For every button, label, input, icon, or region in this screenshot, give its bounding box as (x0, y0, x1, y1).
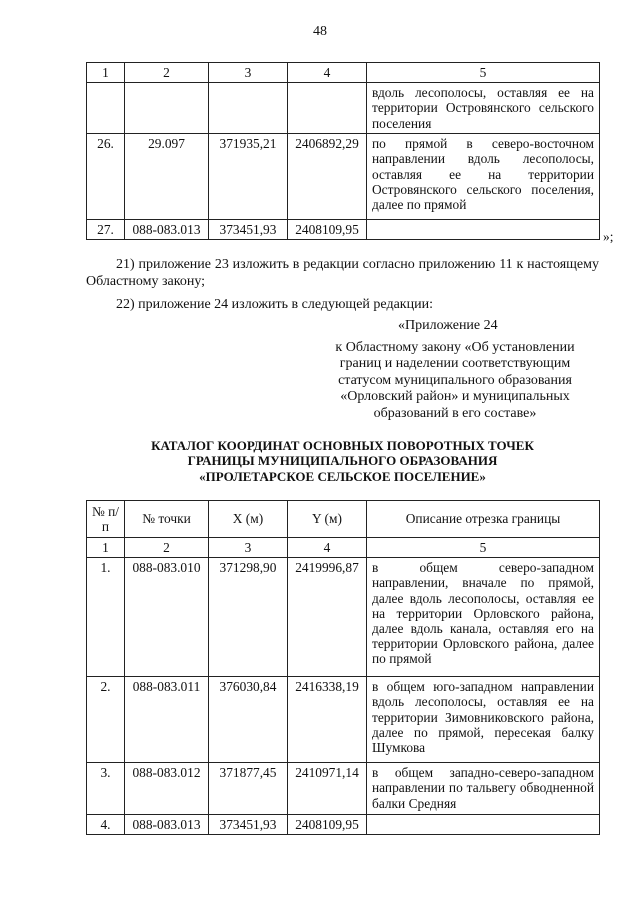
catalog-title-line: КАТАЛОГ КООРДИНАТ ОСНОВНЫХ ПОВОРОТНЫХ ТОЧЕК (151, 438, 534, 453)
x-coordinate: 376030,84 (209, 677, 288, 763)
column-number-2: 2 (125, 538, 209, 558)
column-number-5: 5 (367, 63, 600, 83)
column-header-description: Описание отрезка границы (367, 501, 600, 538)
table-row (87, 763, 600, 815)
point-number: 088-083.012 (125, 763, 209, 815)
paragraph-22: 22) приложение 24 изложить в следующей редакции: (116, 297, 433, 312)
row-number: 27. (87, 220, 125, 240)
catalog-title (86, 438, 599, 484)
catalog-title-line: «ПРОЛЕТАРСКОЕ СЕЛЬСКОЕ ПОСЕЛЕНИЕ» (199, 468, 486, 484)
segment-description: вдоль лесополосы, оставляя ее на территории Островянского сельского поселения (367, 83, 600, 134)
table-row (87, 83, 600, 134)
appendix-note-line: «Орловский район» и муниципальных (340, 389, 570, 405)
point-number: 088-083.013 (125, 220, 209, 240)
column-number-3: 3 (209, 538, 288, 558)
row-number: 3. (87, 763, 125, 815)
segment-description (367, 220, 600, 240)
x-coordinate: 371877,45 (209, 763, 288, 815)
table-row (87, 220, 600, 240)
row-number: 2. (87, 677, 125, 763)
page-number: 48 (313, 24, 327, 39)
x-coordinate: 371298,90 (209, 558, 288, 677)
appendix-note-line: статусом муниципального образования (338, 372, 572, 388)
table-row (87, 677, 600, 763)
column-header-point: № точки (125, 501, 209, 538)
table-header-row (87, 501, 600, 538)
catalog-title-line: ГРАНИЦЫ МУНИЦИПАЛЬНОГО ОБРАЗОВАНИЯ (187, 453, 498, 469)
appendix-title: «Приложение 24 (398, 318, 498, 333)
x-coordinate: 373451,93 (209, 815, 288, 835)
table-row (87, 558, 600, 677)
x-coordinate: 373451,93 (209, 220, 288, 240)
segment-description: в общем юго-западном направлении вдоль лесополосы, оставляя ее на территории Зимовниковского района, далее по прямой, пересекая балку Шумкова (367, 677, 600, 763)
appendix-note-line: образований в его составе» (373, 405, 537, 421)
column-number-4: 4 (288, 538, 367, 558)
column-number-4: 4 (288, 63, 367, 83)
row-number (87, 83, 125, 134)
paragraph-21: 21) приложение 23 изложить в редакции согласно приложению 11 к настоящему Областному закону; (86, 257, 599, 289)
column-number-2: 2 (125, 63, 209, 83)
y-coordinate (288, 83, 367, 134)
appendix-note-line: к Областному закону «Об установлении (335, 340, 575, 355)
column-header-number: № п/п (87, 501, 125, 538)
closing-quote: »; (603, 229, 614, 244)
coordinates-table (86, 500, 600, 835)
point-number: 088-083.013 (125, 815, 209, 835)
segment-description: по прямой в северо-восточном направлении вдоль лесополосы, оставляя ее на территории Островянского сельского поселения, далее по прямой (367, 134, 600, 220)
column-number-3: 3 (209, 63, 288, 83)
point-number: 088-083.010 (125, 558, 209, 677)
table-row (87, 134, 600, 220)
column-numbers-row (87, 538, 600, 558)
segment-description (367, 815, 600, 835)
column-header-y: Y (м) (288, 501, 367, 538)
appendix-note (305, 340, 605, 422)
y-coordinate: 2408109,95 (288, 220, 367, 240)
table-header-row (87, 63, 600, 83)
y-coordinate: 2419996,87 (288, 558, 367, 677)
coordinates-table-continued (86, 62, 600, 240)
x-coordinate: 371935,21 (209, 134, 288, 220)
y-coordinate: 2406892,29 (288, 134, 367, 220)
row-number: 26. (87, 134, 125, 220)
column-header-x: X (м) (209, 501, 288, 538)
segment-description: в общем западно-северо-западном направлении по тальвегу обводненной балки Средняя (367, 763, 600, 815)
x-coordinate (209, 83, 288, 134)
y-coordinate: 2416338,19 (288, 677, 367, 763)
y-coordinate: 2408109,95 (288, 815, 367, 835)
table-row (87, 815, 600, 835)
column-number-1: 1 (87, 63, 125, 83)
row-number: 1. (87, 558, 125, 677)
y-coordinate: 2410971,14 (288, 763, 367, 815)
appendix-note-line: границ и наделении соответствующим (339, 356, 571, 372)
column-number-5: 5 (367, 538, 600, 558)
row-number: 4. (87, 815, 125, 835)
point-number (125, 83, 209, 134)
point-number: 088-083.011 (125, 677, 209, 763)
segment-description: в общем северо-западном направлении, вначале по прямой, далее вдоль лесополосы, оставляя ее на территории Орловского района, далее вдоль канала, оставляя его на территории Орловского района, далее по прямой (367, 558, 600, 677)
point-number: 29.097 (125, 134, 209, 220)
column-number-1: 1 (87, 538, 125, 558)
